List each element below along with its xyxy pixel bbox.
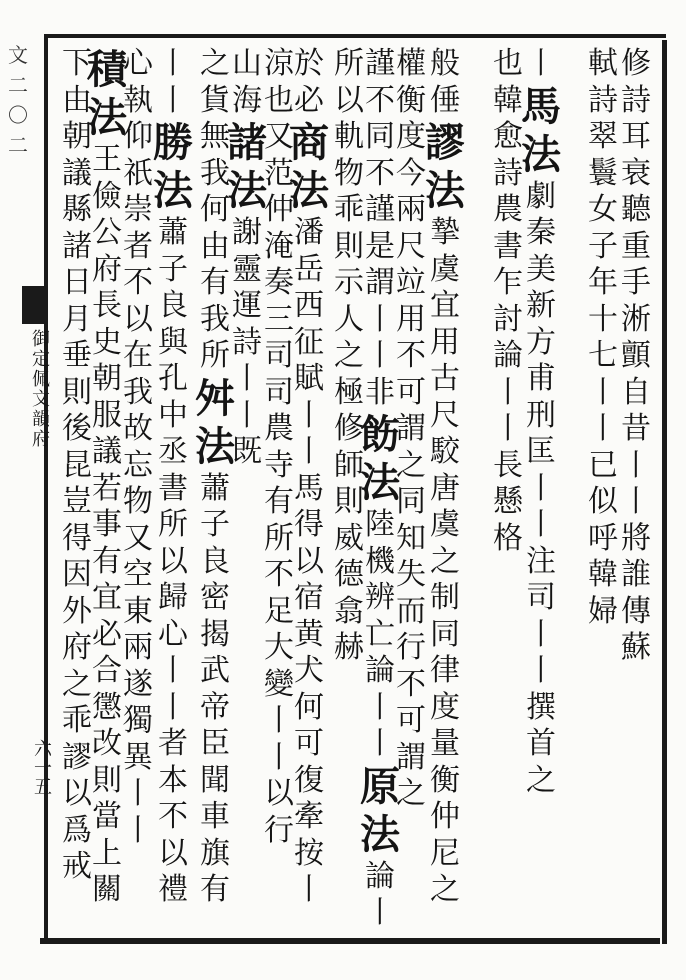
text-column-16: 下 由 朝 議 縣 諸 日 月 垂 則 後 昆 豈 得 因 外 府 之 乖 謬 以 爲 戒 bbox=[62, 46, 92, 884]
text-column-10: 涼 也 又 范 仲 淹 奏 三 司 司 農 寺 有 所 不 足 大 變 丨 丨 以 行 bbox=[264, 46, 294, 848]
text-column-3: 丨 馬 法 劇 秦 美 新 方 甫 刑 匡 丨 丨 注 司 丨 丨 撰 首 之 bbox=[521, 46, 561, 798]
text-column-5: 般 倕 謬 法 摯 虞 宜 用 古 尺 駮 唐 虞 之 制 同 律 度 量 衡 仲 尼 之 bbox=[425, 46, 465, 907]
page-number-text: 六一五 bbox=[34, 739, 52, 798]
text-column-14: 心 執 仰 祇 崇 者 不 以 在 我 故 忘 物 又 空 東 兩 遂 獨 異 丨 丨 bbox=[123, 46, 153, 848]
fish-tail-tab bbox=[22, 286, 48, 324]
cropped-edge-text bbox=[0, 40, 36, 270]
cropped-edge-marks: 文二〇二 bbox=[8, 43, 28, 157]
text-column-2: 軾 詩 翠 鬟 女 子 年 十 七 丨 丨 已 似 呼 韓 婦 bbox=[588, 46, 618, 629]
text-column-13: 丨 丨 勝 法 蕭 子 良 與 孔 中 丞 書 所 以 歸 心 丨 丨 者 本 不 以 禮 bbox=[153, 46, 193, 907]
frame-top-border bbox=[44, 34, 666, 38]
text-column-15: 積 法 王 儉 公 府 長 史 朝 服 議 若 事 有 宜 必 合 懲 改 則 當 上 關 bbox=[87, 46, 127, 907]
text-column-1: 修 詩 耳 衰 聽 重 手 淅 顫 自 昔 丨 丨 將 誰 傳 蘇 bbox=[621, 46, 651, 665]
text-column-4: 也 韓 愈 詩 農 書 乍 討 論 丨 丨 長 懸 格 bbox=[493, 46, 523, 556]
frame-bottom-border bbox=[40, 938, 660, 944]
text-column-9: 於 必 商 法 潘 岳 西 征 賦 丨 丨 馬 得 以 宿 黄 犬 何 可 復 牽 按 丨 bbox=[289, 46, 329, 907]
text-column-11: 山 海 諸 法 謝 靈 運 詩 丨 丨 既 bbox=[227, 46, 267, 469]
text-column-7: 謹 不 同 不 謹 是 謂 丨 丨 非 飭 法 陸 機 辨 亡 論 丨 丨 原 法 論 丨 bbox=[360, 46, 400, 930]
book-title: 御定佩文韻府 bbox=[32, 329, 50, 450]
text-column-8: 所 以 軌 物 乖 則 示 人 之 極 修 師 則 威 德 翕 赫 bbox=[334, 46, 364, 665]
text-column-6: 權 衡 度 今 兩 尺 竝 用 不 可 謂 之 同 知 失 而 行 不 可 謂 之 bbox=[396, 46, 426, 811]
text-column-12: 之 貨 無 我 何 由 有 我 所 舛 法 蕭 子 良 密 揭 武 帝 臣 聞 車 旗 有 bbox=[195, 46, 235, 907]
